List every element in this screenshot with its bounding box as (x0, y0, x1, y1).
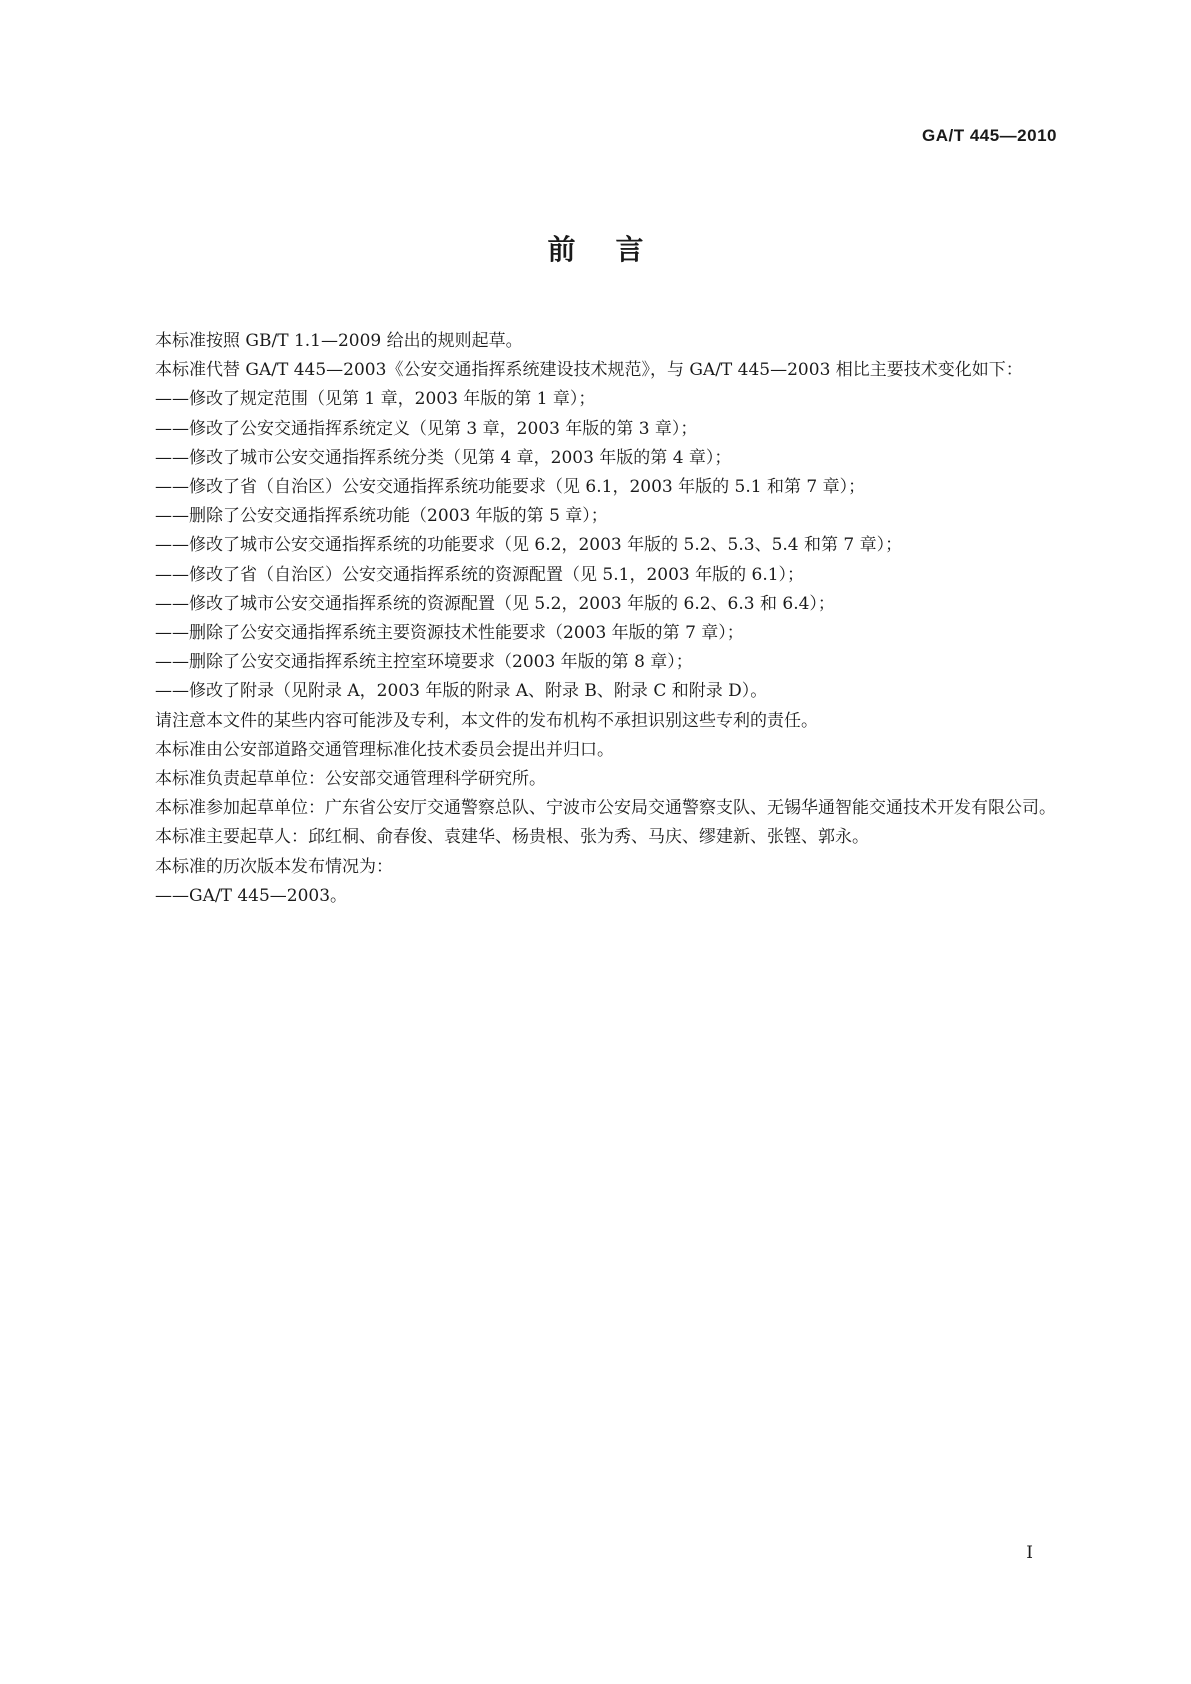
change-item: ——修改了规定范围（见第 1 章，2003 年版的第 1 章）； (155, 389, 596, 410)
paragraph-lead-drafter: 本标准负责起草单位：公安部交通管理科学研究所。 (155, 769, 546, 790)
standard-code: GA/T 445—2010 (921, 126, 1057, 145)
page-title: 前言 (547, 233, 684, 266)
page-number: I (1026, 1543, 1033, 1563)
history-item: ——GA/T 445—2003。 (155, 885, 348, 906)
paragraph-drafting-rules: 本标准按照 GB/T 1.1—2009 给出的规则起草。 (155, 331, 523, 351)
paragraph-participating-drafters: 本标准参加起草单位：广东省公安厅交通警察总队、宁波市公安局交通警察支队、无锡华通智能交通技术开发有限公司。 (155, 798, 1056, 819)
change-item: ——修改了城市公安交通指挥系统分类（见第 4 章，2003 年版的第 4 章）； (155, 447, 732, 468)
change-item: ——修改了省（自治区）公安交通指挥系统的资源配置（见 5.1，2003 年版的 6.1）； (155, 564, 805, 585)
change-item: ——删除了公安交通指挥系统主要资源技术性能要求（2003 年版的第 7 章）； (155, 623, 744, 644)
paragraph-patent-notice: 请注意本文件的某些内容可能涉及专利，本文件的发布机构不承担识别这些专利的责任。 (155, 710, 818, 731)
paragraph-main-drafters: 本标准主要起草人：邱红桐、俞春俊、袁建华、杨贵根、张为秀、马庆、缪建新、张铿、郭永。 (155, 827, 869, 848)
change-item: ——修改了省（自治区）公安交通指挥系统功能要求（见 6.1，2003 年版的 5.1 和第 7 章）； (155, 477, 866, 498)
change-item: ——修改了附录（见附录 A，2003 年版的附录 A、附录 B、附录 C 和附录 D）。 (155, 681, 768, 702)
change-item: ——修改了公安交通指挥系统定义（见第 3 章，2003 年版的第 3 章）； (155, 418, 698, 439)
paragraph-proposer: 本标准由公安部道路交通管理标准化技术委员会提出并归口。 (155, 739, 614, 760)
document-body (121, 327, 1066, 911)
change-item: ——删除了公安交通指挥系统功能（2003 年版的第 5 章）； (155, 506, 608, 527)
paragraph-history-intro: 本标准的历次版本发布情况为： (155, 856, 393, 877)
change-item: ——修改了城市公安交通指挥系统的功能要求（见 6.2，2003 年版的 5.2、5.3、5.4 和第 7 章）； (155, 535, 903, 556)
paragraph-replacement: 本标准代替 GA/T 445—2003《公安交通指挥系统建设技术规范》，与 GA/T 445—2003 相比主要技术变化如下： (155, 360, 1023, 381)
change-item: ——删除了公安交通指挥系统主控室环境要求（2003 年版的第 8 章）； (155, 652, 693, 673)
change-item: ——修改了城市公安交通指挥系统的资源配置（见 5.2，2003 年版的 6.2、6.3 和 6.4）； (155, 593, 835, 614)
